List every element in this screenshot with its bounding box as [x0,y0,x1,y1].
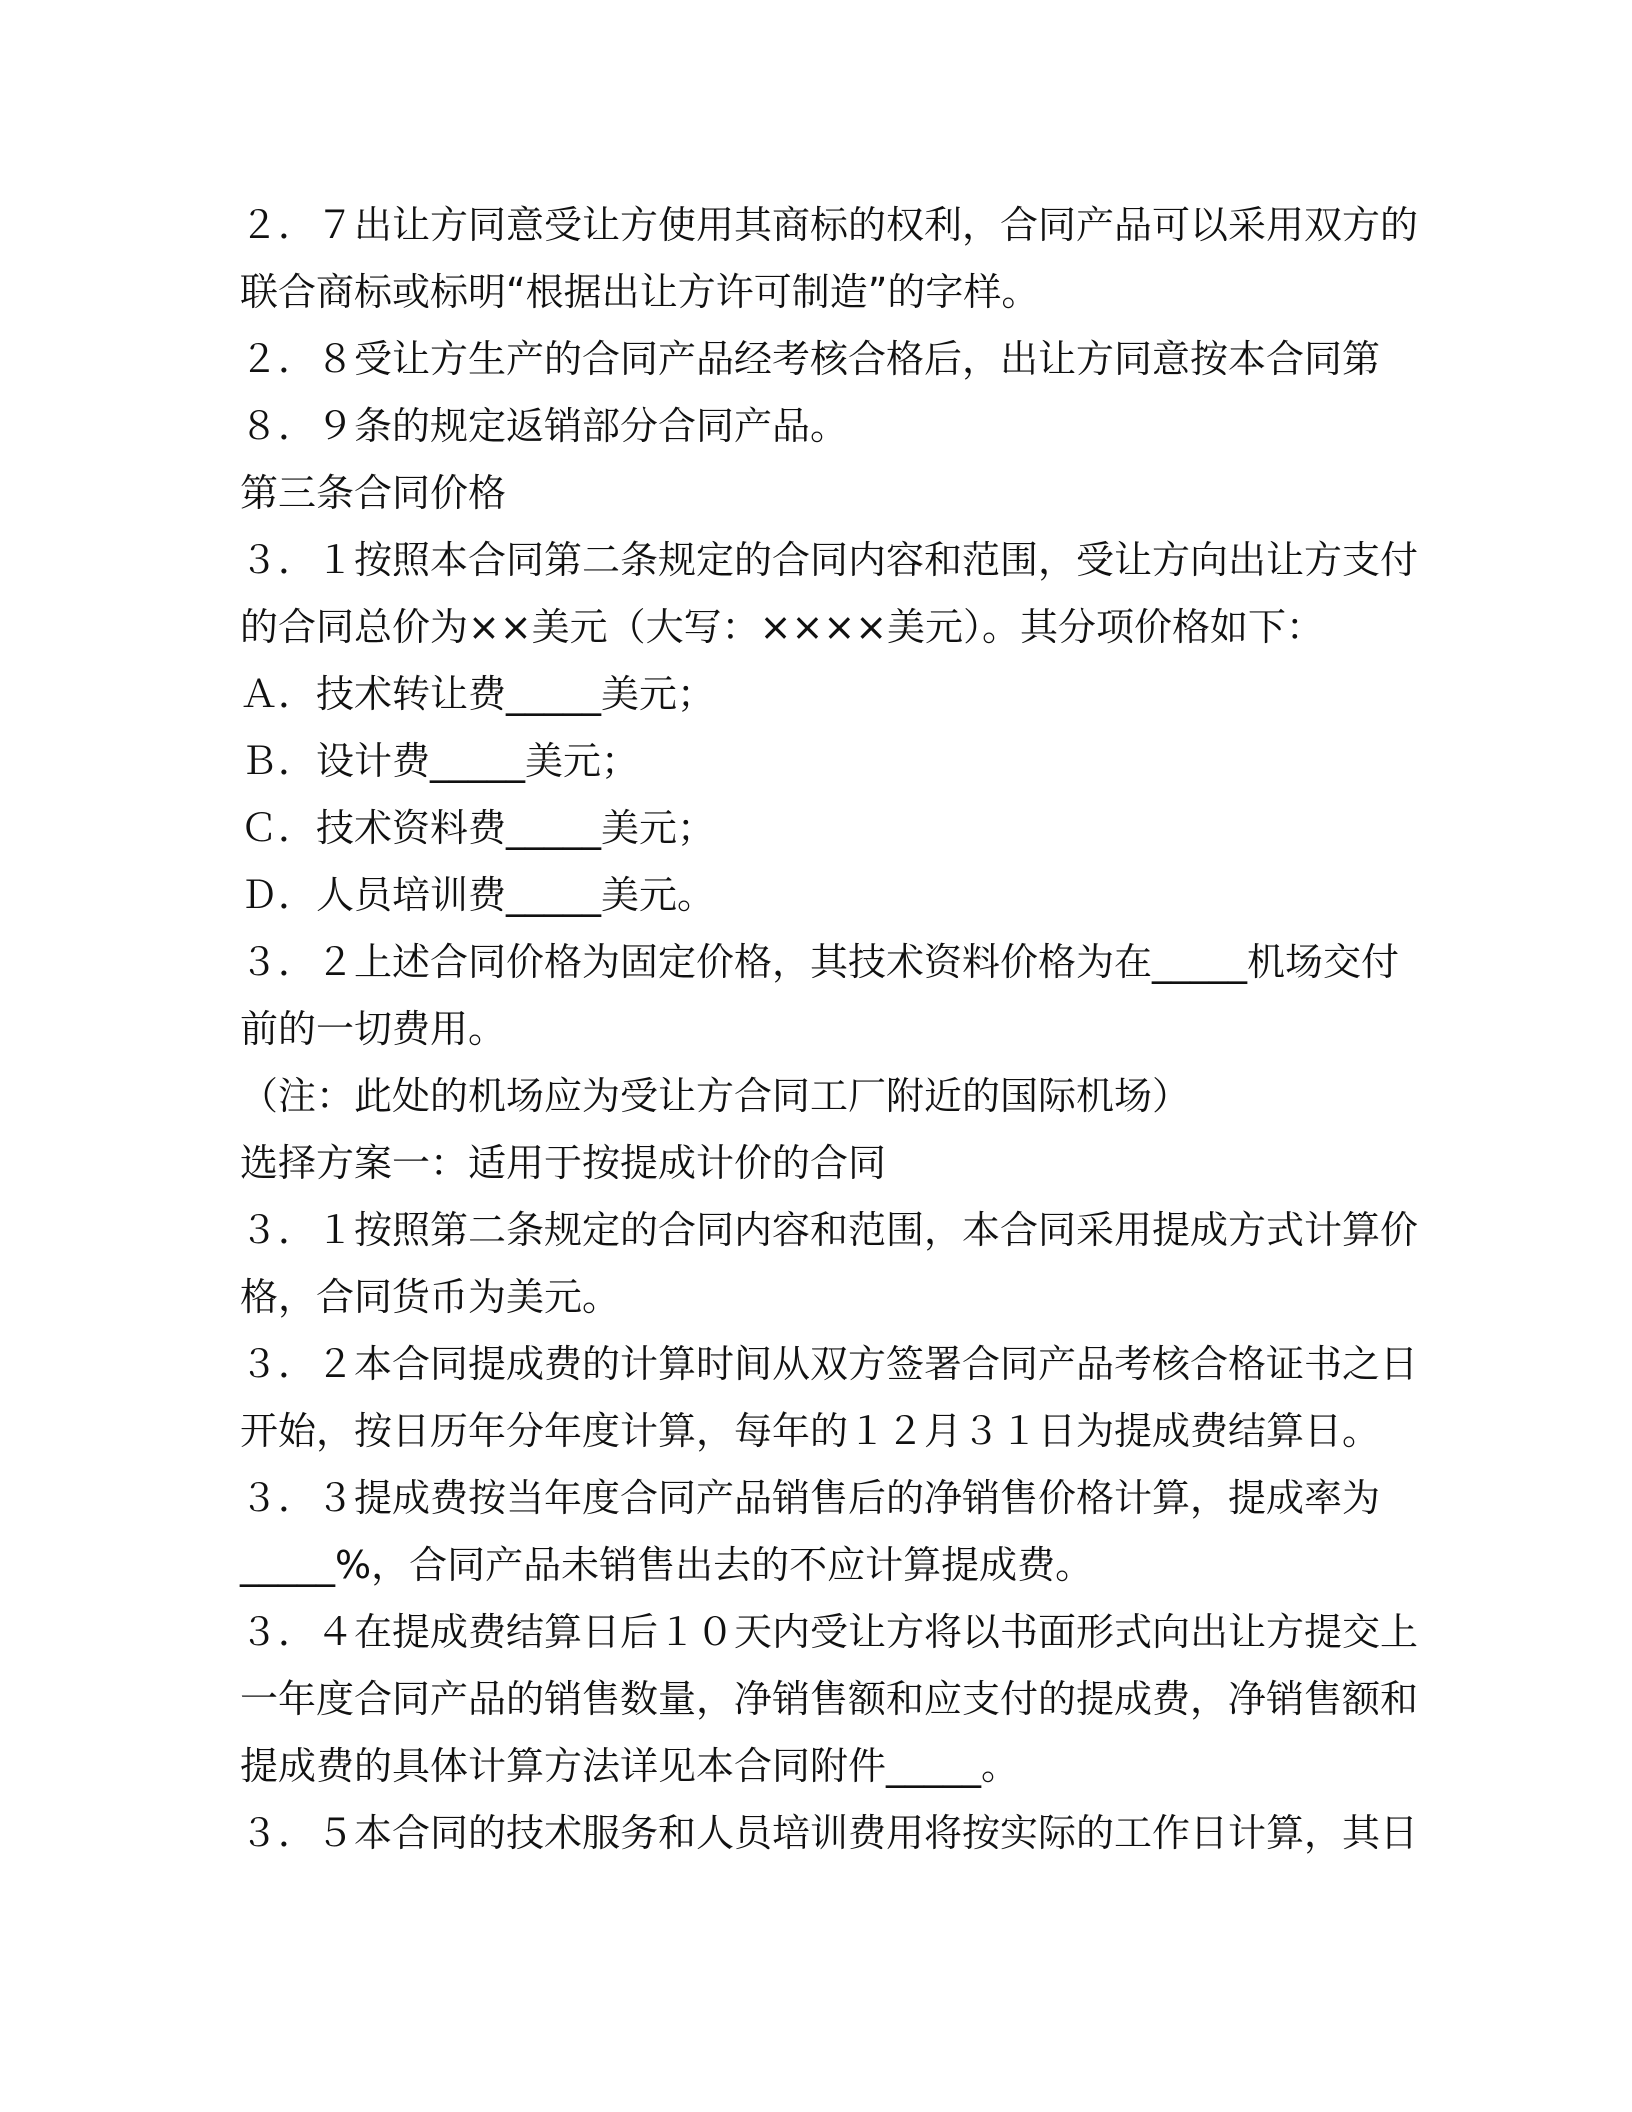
clause-2-8-line-1: ２．８受让方生产的合同产品经考核合格后，出让方同意按本合同第 [240,337,1381,381]
option-clause-3-3-line-1: ３．３提成费按当年度合同产品销售后的净销售价格计算，提成率为 [240,1476,1381,1520]
section-heading-article-3: 第三条合同价格 [240,471,507,515]
price-item-a: Ａ．技术转让费_____美元； [240,672,716,716]
clause-3-2-line-1: ３．２上述合同价格为固定价格，其技术资料价格为在_____机场交付 [240,940,1400,984]
price-item-b: Ｂ．设计费_____美元； [240,739,640,783]
price-item-c: Ｃ．技术资料费_____美元； [240,806,716,850]
option-clause-3-4-line-1: ３．４在提成费结算日后１０天内受让方将以书面形式向出让方提交上 [240,1610,1419,1654]
clause-3-1-line-2: 的合同总价为××美元（大写：××××美元）。其分项价格如下： [240,605,1325,649]
option-clause-3-4-line-3: 提成费的具体计算方法详见本合同附件_____。 [240,1744,1020,1788]
clause-2-7-line-1: ２．７出让方同意受让方使用其商标的权利，合同产品可以采用双方的 [240,203,1419,247]
clause-3-2-line-2: 前的一切费用。 [240,1007,507,1051]
option-clause-3-2-line-1: ３．２本合同提成费的计算时间从双方签署合同产品考核合格证书之日 [240,1342,1419,1386]
option-clause-3-2-line-2: 开始，按日历年分年度计算，每年的１２月３１日为提成费结算日。 [240,1409,1381,1453]
clause-2-8-line-2: ８．９条的规定返销部分合同产品。 [240,404,849,448]
document-body [240,192,1419,1867]
option-1-heading: 选择方案一：适用于按提成计价的合同 [240,1141,887,1185]
option-clause-3-4-line-2: 一年度合同产品的销售数量，净销售额和应支付的提成费，净销售额和 [240,1677,1419,1721]
price-item-d: Ｄ．人员培训费_____美元。 [240,873,716,917]
option-clause-3-1-line-1: ３．１按照第二条规定的合同内容和范围，本合同采用提成方式计算价 [240,1208,1419,1252]
option-clause-3-1-line-2: 格，合同货币为美元。 [240,1275,621,1319]
clause-2-7-line-2: 联合商标或标明“根据出让方许可制造”的字样。 [240,270,1040,314]
note-airport: （注：此处的机场应为受让方合同工厂附近的国际机场） [240,1074,1191,1118]
option-clause-3-5-line-1: ３．５本合同的技术服务和人员培训费用将按实际的工作日计算，其日 [240,1811,1419,1855]
clause-3-1-line-1: ３．１按照本合同第二条规定的合同内容和范围，受让方向出让方支付 [240,538,1419,582]
option-clause-3-3-line-2: _____%，合同产品未销售出去的不应计算提成费。 [240,1543,1094,1587]
